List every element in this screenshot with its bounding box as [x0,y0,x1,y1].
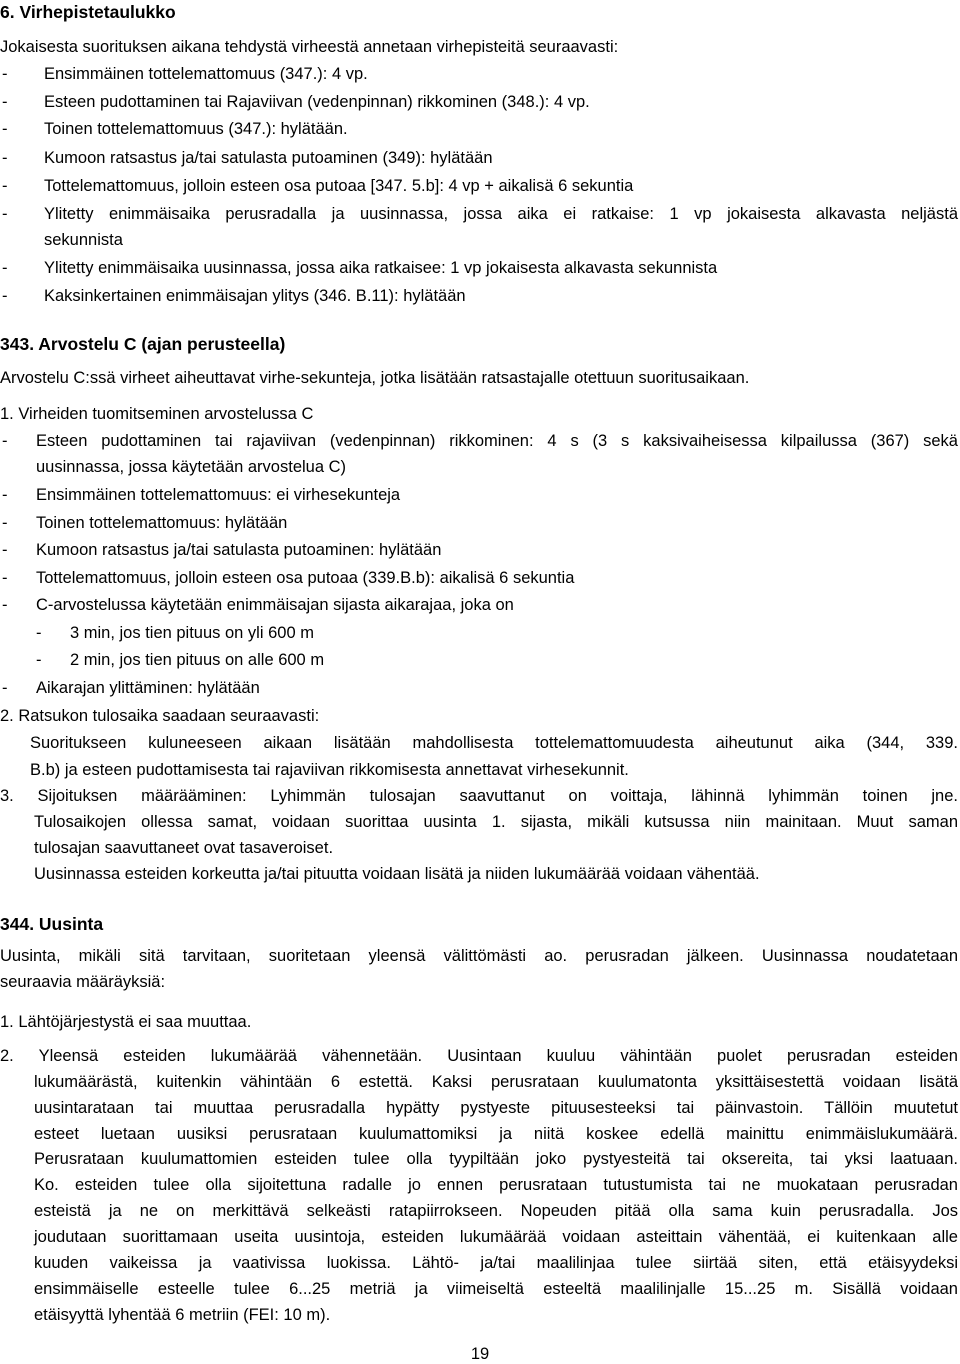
section344-item2-line: esteet luetaan uusiksi perusrataan kuulumattomiksi ja niitä koskee edellä mainittu enimmäislukumäärä. [34,1125,958,1143]
section344-item2-line: ensimmäiselle esteelle tulee 6...25 metriä ja viimeiseltä esteeltä maalilinjalle 15...25 m. Sisällä voidaan [34,1280,958,1298]
section343-intro: Arvostelu C:ssä virheet aiheuttavat virhe-sekunteja, jotka lisätään ratsastajalle otettuun suoritusaikaan. [0,369,750,387]
sub1-subitem: 3 min, jos tien pituus on yli 600 m [70,624,314,642]
sub1-item: Kumoon ratsastus ja/tai satulasta putoaminen: hylätään [36,541,442,559]
subsection-title: 2. Ratsukon tulosaika saadaan seuraavasti: [0,707,320,725]
section344-item: 1. Lähtöjärjestystä ei saa muuttaa. [0,1013,252,1031]
bullet-dash: - [2,432,8,450]
section344-intro: Uusinta, mikäli sitä tarvitaan, suoritetaan yleensä välittömästi ao. perusradan jälkeen. Uusinnassa noudatetaan [0,947,958,965]
sub3-line: Uusinnassa esteiden korkeutta ja/tai pituutta voidaan lisätä ja niiden lukumäärää voidaan vähentää. [34,865,760,883]
section6-intro: Jokaisesta suorituksen aikana tehdystä virheestä annetaan virhepisteitä seuraavasti: [0,38,619,56]
section6-item: Toinen tottelemattomuus (347.): hylätään. [44,120,348,138]
bullet-dash: - [2,259,8,277]
section-heading-343: 343. Arvostelu C (ajan perusteella) [0,334,286,354]
section6-item: Kaksinkertainen enimmäisajan ylitys (346. B.11): hylätään [44,287,466,305]
bullet-dash: - [2,65,8,83]
section344-item2-line: Ko. esteiden tulee olla sijoitettuna radalle jo ennen perusrataan tutustumista tai ne muokataan perusradan [34,1176,958,1194]
section344-item2-line: kuuden vaikeissa ja vaativissa luokissa. Lähtö- ja/tai maalilinjaa tulee siirtää siten, että etäisyydeksi [34,1254,958,1272]
sub3-line: tulosajan saavuttaneet ovat tasaveroiset. [34,839,334,857]
bullet-dash: - [2,486,8,504]
bullet-dash: - [2,596,8,614]
page-number: 19 [470,1345,490,1363]
sub1-subitem: 2 min, jos tien pituus on alle 600 m [70,651,325,669]
section344-item2-line: joudutaan suorittamaan useita uusintoja, esteiden lukumäärää voidaan asteittain vähentää, ei kuitenkaan alle [34,1228,958,1246]
sub2-line: B.b) ja esteen pudottamisesta tai rajaviivan rikkomisesta annettavat virhesekunnit. [30,761,629,779]
bullet-dash: - [2,93,8,111]
bullet-dash: - [2,541,8,559]
section344-item2-line: esteistä ja ne on merkittävä selkeästi ratapiirrokseen. Nopeuden pitää olla sama kuin perusradalla. Jos [34,1202,958,1220]
section344-item2-line: Perusrataan kuulumattomien esteiden tulee olla tyypiltään joko pystyesteitä tai oksereita, tai yksi laatuaan. [34,1150,958,1168]
bullet-dash: - [2,177,8,195]
sub1-item-continuation: uusinnassa, jossa käytetään arvostelua C) [36,458,347,476]
bullet-dash: - [2,569,8,587]
bullet-dash: - [2,679,8,697]
sub1-item: Ensimmäinen tottelemattomuus: ei virhesekunteja [36,486,401,504]
sub1-item: C-arvostelussa käytetään enimmäisajan sijasta aikarajaa, joka on [36,596,514,614]
bullet-dash: - [2,120,8,138]
section344-item2-line: lukumäärästä, kuitenkin vähintään 6 estettä. Kaksi perusrataan kuulumatonta yksittäisestettä voidaan lisätä [34,1073,958,1091]
section344-item2-line: etäisyyttä lyhentää 6 metriin (FEI: 10 m). [34,1306,331,1324]
sub1-item: Aikarajan ylittäminen: hylätään [36,679,260,697]
sub-bullet-dash: - [36,651,42,669]
bullet-dash: - [2,205,8,223]
sub1-item: Toinen tottelemattomuus: hylätään [36,514,288,532]
sub3-line: 3. Sijoituksen määrääminen: Lyhimmän tulosajan saavuttanut on voittaja, lähinnä lyhimmän toinen jne. [0,787,958,805]
section-heading-6: 6. Virhepistetaulukko [0,2,176,22]
sub1-item: Tottelemattomuus, jolloin esteen osa putoaa (339.B.b): aikalisä 6 sekuntia [36,569,575,587]
bullet-dash: - [2,149,8,167]
sub1-item: Esteen pudottaminen tai rajaviivan (vedenpinnan) rikkominen: 4 s (3 s kaksivaiheisessa kilpailussa (367) sekä [36,432,958,450]
section-heading-344: 344. Uusinta [0,914,104,934]
section344-item2-line: 2. Yleensä esteiden lukumäärää vähennetään. Uusintaan kuuluu vähintään puolet perusradan esteiden [0,1047,958,1065]
section6-item: Ylitetty enimmäisaika perusradalla ja uusinnassa, jossa aika ei ratkaise: 1 vp jokaisesta alkavasta neljästä [44,205,958,223]
section6-item-continuation: sekunnista [44,231,123,249]
sub2-line: Suoritukseen kuluneeseen aikaan lisätään mahdollisesta tottelemattomuudesta aiheutunut aika (344, 339. [30,734,958,752]
section344-item2-line: uusintarataan tai muuttaa perusradalla hypätty pystyeste pituusesteeksi tai päinvastoin. Tällöin muutetut [34,1099,958,1117]
section6-item: Kumoon ratsastus ja/tai satulasta putoaminen (349): hylätään [44,149,493,167]
bullet-dash: - [2,287,8,305]
subsection-title: 1. Virheiden tuomitseminen arvostelussa C [0,405,314,423]
section6-item: Ylitetty enimmäisaika uusinnassa, jossa aika ratkaisee: 1 vp jokaisesta alkavasta sekunnista [44,259,718,277]
section6-item: Tottelemattomuus, jolloin esteen osa putoaa [347. 5.b]: 4 vp + aikalisä 6 sekuntia [44,177,634,195]
bullet-dash: - [2,514,8,532]
section6-item: Ensimmäinen tottelemattomuus (347.): 4 vp. [44,65,368,83]
sub3-line: Tulosaikojen ollessa samat, voidaan suorittaa uusinta 1. sijasta, mikäli kutsussa niin mainitaan. Muut saman [34,813,958,831]
section6-item: Esteen pudottaminen tai Rajaviivan (vedenpinnan) rikkominen (348.): 4 vp. [44,93,590,111]
sub-bullet-dash: - [36,624,42,642]
section344-intro: seuraavia määräyksiä: [0,973,166,991]
